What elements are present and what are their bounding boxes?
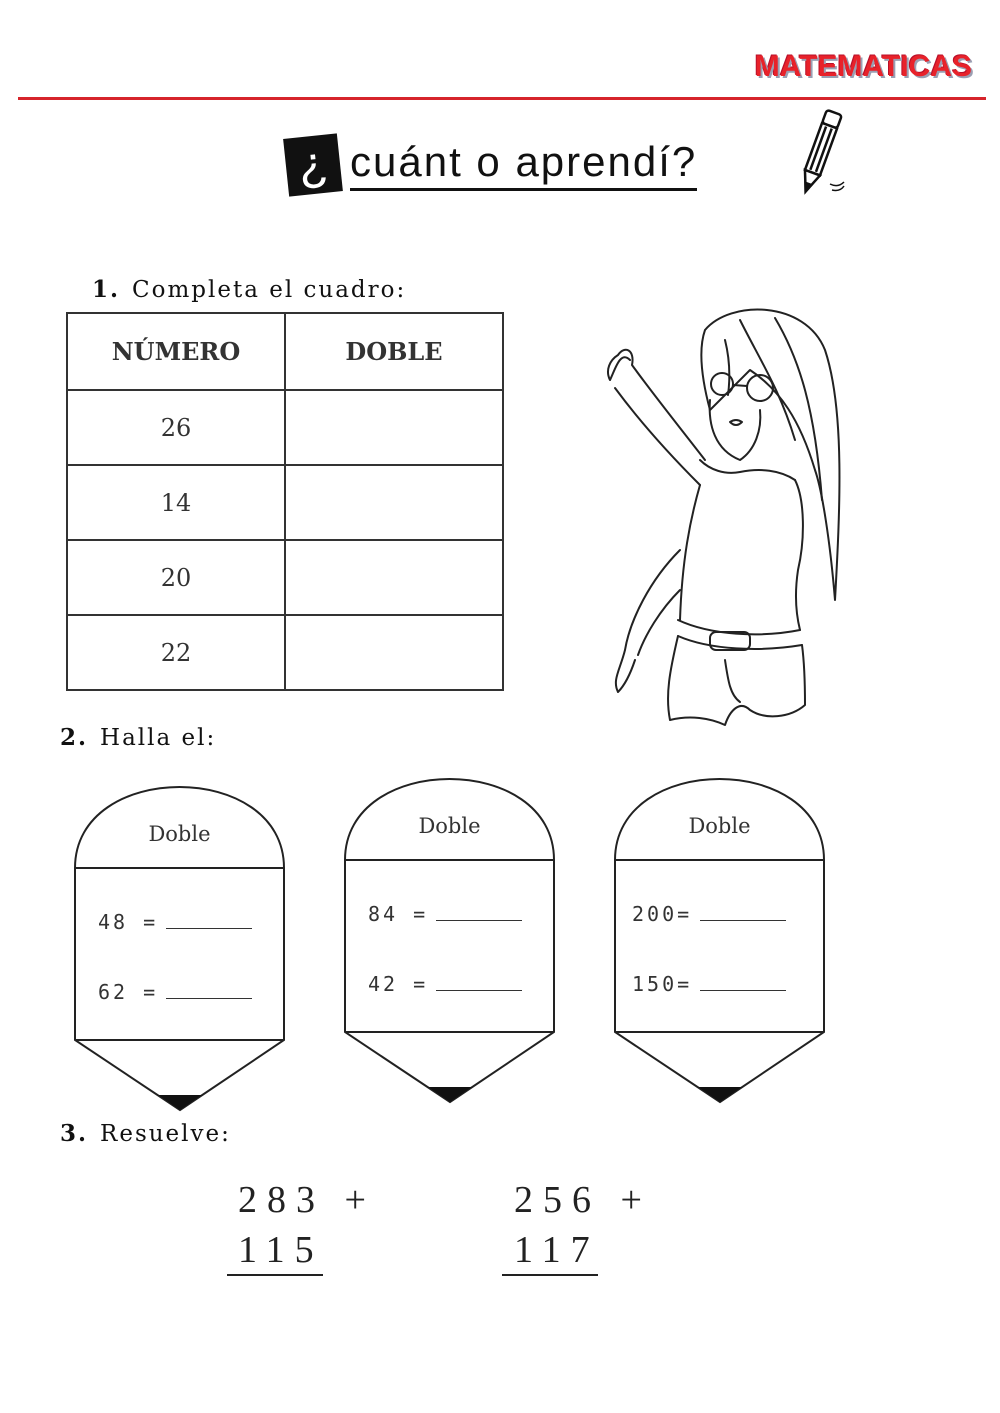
- pencil-card-heading: Doble: [688, 814, 751, 838]
- doble-answer-cell[interactable]: [285, 540, 503, 615]
- doble-answer-cell[interactable]: [285, 615, 503, 690]
- page-title: [280, 132, 840, 207]
- double-problem: [98, 980, 252, 1004]
- pencil-icon: [790, 102, 850, 202]
- pencil-card-heading: Doble: [418, 814, 481, 838]
- doble-answer-cell[interactable]: [285, 390, 503, 465]
- pencil-card-heading: Doble: [148, 822, 211, 846]
- title-text: cuánt o aprendí?: [350, 138, 697, 191]
- answer-blank[interactable]: [166, 910, 252, 929]
- table-row: [67, 615, 503, 690]
- answer-blank[interactable]: [700, 902, 786, 921]
- question-2-number: 2.: [60, 724, 89, 751]
- question-1-number: 1.: [92, 276, 121, 303]
- question-1-instruction: Completa el cuadro:: [132, 277, 407, 303]
- question-3-label: [60, 1120, 231, 1147]
- question-3-instruction: Resuelve:: [100, 1121, 231, 1147]
- double-table: [66, 312, 504, 691]
- table-row: [67, 465, 503, 540]
- table-row: [67, 540, 503, 615]
- problem-text: 42 =: [368, 972, 429, 996]
- question-1-label: [92, 276, 406, 303]
- addition-answer-area[interactable]: [227, 1280, 323, 1320]
- answer-blank[interactable]: [700, 972, 786, 991]
- numero-cell: 14: [67, 465, 285, 540]
- subject-brand: MATEMATICAS: [754, 50, 972, 83]
- pencil-card: [612, 772, 827, 1107]
- double-problem: [632, 972, 786, 996]
- addition-answer-area[interactable]: [502, 1280, 598, 1320]
- doble-answer-cell[interactable]: [285, 465, 503, 540]
- question-mark-badge: ¿: [283, 133, 343, 196]
- problem-text: 62 =: [98, 980, 159, 1004]
- table-row: [67, 390, 503, 465]
- column-header-doble: DOBLE: [285, 313, 503, 390]
- problem-text: 150=: [632, 972, 693, 996]
- pencil-card: [342, 772, 557, 1107]
- header-rule: [18, 97, 986, 100]
- question-2-instruction: Halla el:: [100, 725, 217, 751]
- double-problem: [98, 910, 252, 934]
- answer-blank[interactable]: [166, 980, 252, 999]
- addition-bottom-operand: 117: [514, 1229, 600, 1271]
- addition-bottom-operand: 115: [238, 1229, 324, 1271]
- problem-text: 200=: [632, 902, 693, 926]
- addition-underline: [227, 1274, 323, 1276]
- column-header-numero: NÚMERO: [67, 313, 285, 390]
- problem-text: 84 =: [368, 902, 429, 926]
- numero-cell: 26: [67, 390, 285, 465]
- table-header-row: [67, 313, 503, 390]
- question-3-number: 3.: [60, 1120, 89, 1147]
- double-problem: [368, 972, 522, 996]
- problem-text: 48 =: [98, 910, 159, 934]
- addition-top-operand: 256 +: [514, 1179, 652, 1221]
- answer-blank[interactable]: [436, 902, 522, 921]
- numero-cell: 20: [67, 540, 285, 615]
- addition-underline: [502, 1274, 598, 1276]
- numero-cell: 22: [67, 615, 285, 690]
- double-problem: [368, 902, 522, 926]
- answer-blank[interactable]: [436, 972, 522, 991]
- addition-top-operand: 283 +: [238, 1179, 376, 1221]
- double-problem: [632, 902, 786, 926]
- question-2-label: [60, 724, 216, 751]
- girl-illustration: [590, 300, 850, 730]
- pencil-card: [72, 780, 287, 1115]
